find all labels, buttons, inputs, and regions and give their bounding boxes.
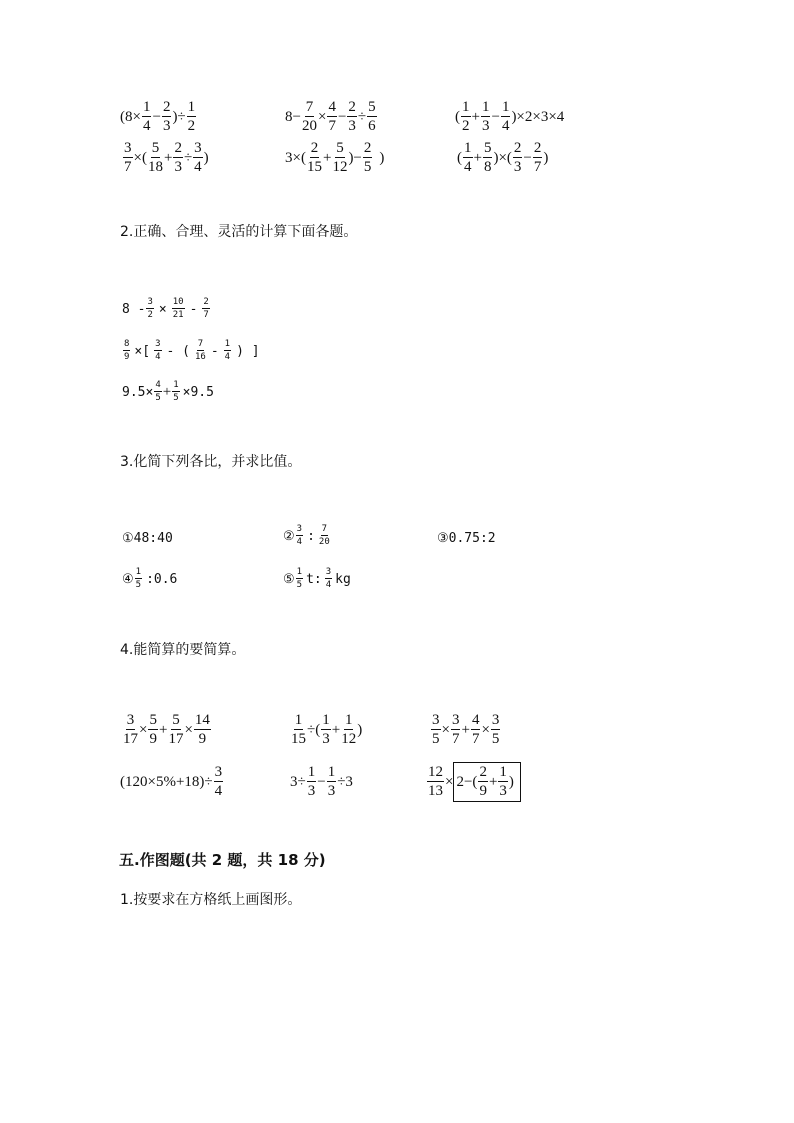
q4-expr-2a: (120×5%+18)÷ $\frac{3}{4}$ xyxy=(120,764,223,799)
q2-expr-1: 8 - $\frac{3}{2}$ × $\frac{10}{21}$ - $\frac{2}{7}$ xyxy=(122,297,209,320)
q4-expr-1b: $\frac{1}{15}$ ÷( $\frac{1}{3}$ + $\frac{1}{12}$ ) xyxy=(291,712,363,747)
expr-2c: ( $\frac{1}{4}$ + $\frac{5}{8}$ )×( $\frac{2}{3}$ − $\frac{2}{7}$ ) xyxy=(457,140,549,175)
expr-1c: ( $\frac{1}{2}$ + $\frac{1}{3}$ − $\frac{1}{4}$ )×2×3×4 xyxy=(455,99,565,134)
q3-item-4: ④ $\frac{1}{5}$ :0.6 xyxy=(122,567,178,590)
q4-expr-2b: 3÷ $\frac{1}{3}$ − $\frac{1}{3}$ ÷3 xyxy=(290,764,353,799)
q4-expr-1a: $\frac{3}{17}$ × $\frac{5}{9}$ + $\frac{5}{17}$ × $\frac{14}{9}$ xyxy=(123,712,210,747)
square-bracket: 2−( $\frac{2}{9}$ + $\frac{1}{3}$ ) xyxy=(453,762,515,802)
q3-item-5: ⑤ $\frac{1}{5}$ t: $\frac{3}{4}$ kg xyxy=(283,567,351,590)
q2-expr-2: $\frac{8}{9}$ ×[ $\frac{3}{4}$ - ( $\frac{7}{16}$ - $\frac{1}{4}$ ) ] xyxy=(124,339,260,362)
expr-1b: 8− $\frac{7}{20}$ × $\frac{4}{7}$ − $\frac{2}{3}$ ÷ $\frac{5}{6}$ xyxy=(285,99,376,134)
q3-item-2: ② $\frac{3}{4}$ : $\frac{7}{20}$ xyxy=(283,524,330,547)
q4-expr-1c: $\frac{3}{5}$ × $\frac{3}{7}$ + $\frac{4}{7}$ × $\frac{3}{5}$ xyxy=(432,712,500,747)
expr-2b: 3×( $\frac{2}{15}$ + $\frac{5}{12}$ )− $\frac{2}{5}$ ) xyxy=(285,140,385,175)
expr-1a: (8× $\frac{1}{4}$ − $\frac{2}{3}$ )÷ $\frac{1}{2}$ xyxy=(120,99,196,134)
question-4-title: 4.能简算的要简算。 xyxy=(120,642,246,658)
square-bracket-close xyxy=(516,762,521,802)
section-5-question-1: 1.按要求在方格纸上画图形。 xyxy=(120,892,302,908)
question-3-title: 3.化简下列各比，并求比值。 xyxy=(120,454,302,470)
q2-expr-3: 9.5× $\frac{4}{5}$ + $\frac{1}{5}$ ×9.5 xyxy=(122,380,214,403)
q3-item-1: ①48:40 xyxy=(122,531,173,546)
q4-expr-2c: $\frac{12}{13}$ × 2−( $\frac{2}{9}$ + $\frac{1}{3}$ ) xyxy=(426,762,521,802)
q3-item-3: ③0.75:2 xyxy=(437,531,496,546)
section-5-title: 五.作图题(共 2 题，共 18 分) xyxy=(119,851,326,869)
question-2-title: 2.正确、合理、灵活的计算下面各题。 xyxy=(120,224,358,240)
expr-2a: $\frac{3}{7}$ ×( $\frac{5}{18}$ + $\frac{2}{3}$ ÷ $\frac{3}{4}$ ) xyxy=(124,140,209,175)
